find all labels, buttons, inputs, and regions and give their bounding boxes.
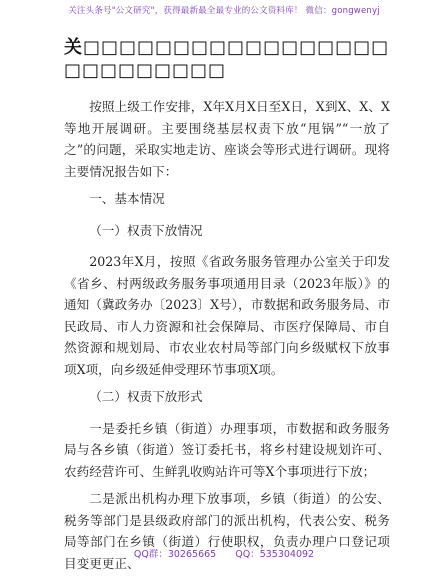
document-title: 关□□□□□□□□□□□□□□□□□□□□□□□□□□ bbox=[64, 37, 390, 81]
intro-paragraph: 按照上级工作安排，X年X月X日至X日，X到X、X、X等地开展调研。主要围绕基层权责下放“甩锅”“一放了之”的问题，采取实地走访、座谈会等形式进行调研。现将主要情况报告如下： bbox=[64, 99, 390, 179]
section-heading-basic: 一、基本情况 bbox=[89, 191, 165, 206]
paragraph-form-1: 一是委托乡镇（街道）办理事项，市数据和政务服务局与各乡镇（街道）签订委托书，将乡村建设规划许可、农药经营许可、生鲜乳收购站许可等X个事项进行下放； bbox=[64, 420, 390, 479]
paragraph-delegation: 2023年X月，按照《省政务服务管理办公室关于印发《省乡、村两级政务服务事项通用目录（2023年版）》的通知（冀政务办〔2023〕X号），市数据和政务服务局、市民政局、市人力资源和社会保障局、市医疗保障局、市自然资源和规划局、市农业农村局等部门向乡级赋权下放事项X项，向乡级延伸受理环节事项X项。 bbox=[64, 254, 390, 377]
subsection-heading-2: （二）权责下放形式 bbox=[89, 389, 203, 404]
header-notice: 关注头条号"公文研究"，获得最新最全最专业的公文资料库！ 微信：gongwenyj bbox=[68, 6, 380, 16]
footer-qq-group: QQ群：30265665 bbox=[133, 549, 217, 560]
document-body bbox=[64, 96, 390, 580]
footer-qq: QQ：535304092 bbox=[235, 549, 315, 560]
paragraph-form-2: 二是派出机构办理下放事项，乡镇（街道）的公安、税务等部门是县级政府部门的派出机构，代表公安、税务局等部门在乡镇（街道）行使职权，负责办理户口登记项目变更更正、 bbox=[64, 491, 390, 571]
subsection-heading-1: （一）权责下放情况 bbox=[89, 222, 203, 238]
footer-contact bbox=[0, 546, 448, 560]
